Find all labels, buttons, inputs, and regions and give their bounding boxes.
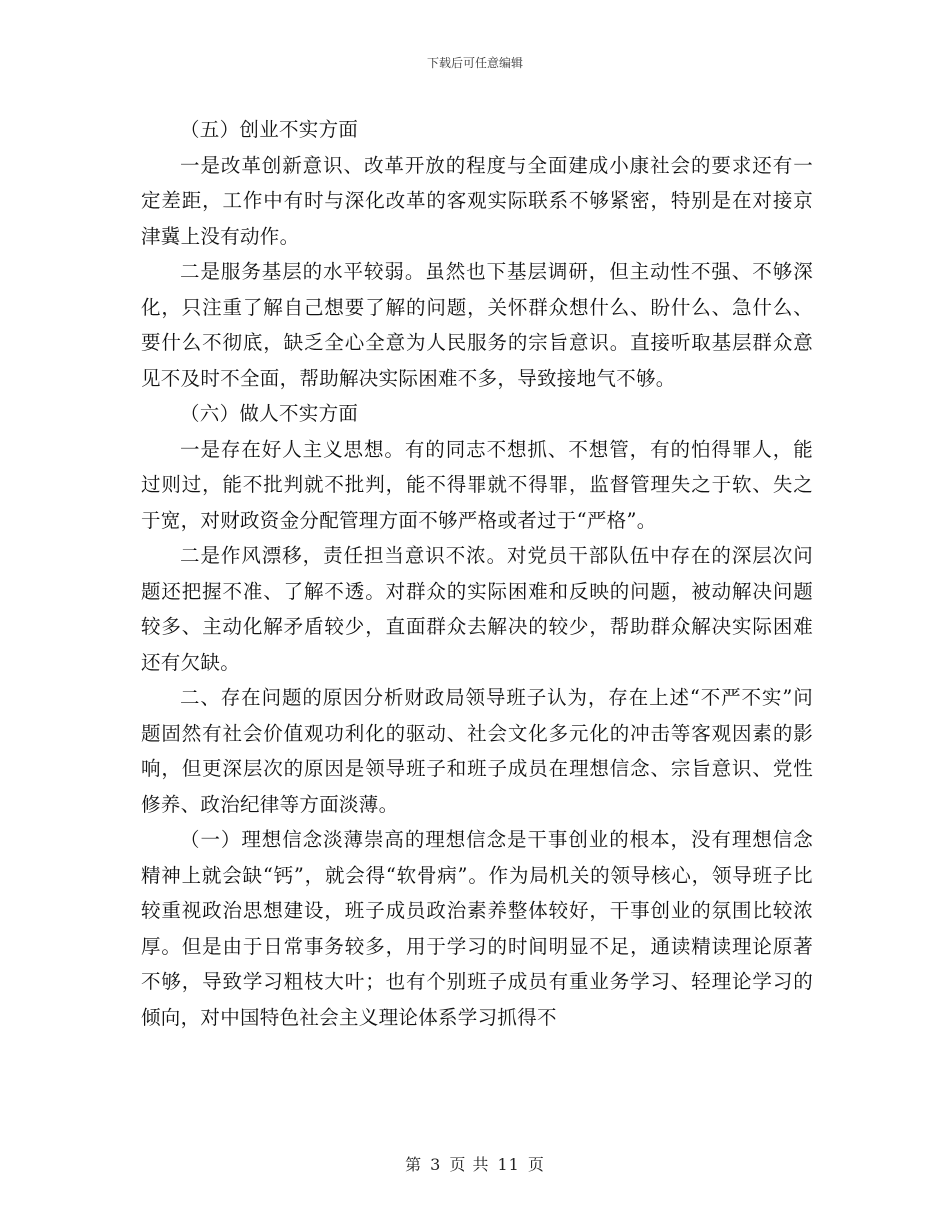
paragraph: 一是存在好人主义思想。有的同志不想抓、不想管，有的怕得罪人，能过则过，能不批判就不批判，能不得罪就不得罪，监督管理失之于软、失之于宽，对财政资金分配管理方面不够严格或者过于“严格”。 bbox=[141, 437, 813, 532]
footer-prefix: 第 bbox=[405, 1155, 423, 1174]
paragraph: 一是改革创新意识、改革开放的程度与全面建成小康社会的要求还有一定差距，工作中有时与深化改革的客观实际联系不够紧密，特别是在对接京津冀上没有动作。 bbox=[141, 153, 813, 248]
footer-middle: 页 共 bbox=[449, 1155, 490, 1174]
page-number: 3 bbox=[430, 1155, 442, 1174]
page-total: 11 bbox=[497, 1155, 520, 1174]
paragraph: 二是服务基层的水平较弱。虽然也下基层调研，但主动性不强、不够深化，只注重了解自己想要了解的问题，关怀群众想什么、盼什么、急什么、要什么不彻底，缺乏全心全意为人民服务的宗旨意识。直接听取基层群众意见不及时不全面，帮助解决实际困难不多，导致接地气不够。 bbox=[141, 260, 813, 390]
section-heading-5: （五）创业不实方面 bbox=[180, 118, 359, 141]
document-body bbox=[141, 112, 813, 1035]
footer-suffix: 页 bbox=[527, 1155, 545, 1174]
paragraph: 二是作风漂移，责任担当意识不浓。对党员干部队伍中存在的深层次问题还把握不准、了解不透。对群众的实际困难和反映的问题，被动解决问题较多、主动化解矛盾较少，直面群众去解决的较少，帮助群众解决实际困难还有欠缺。 bbox=[141, 544, 813, 674]
page-footer bbox=[0, 1155, 950, 1175]
paragraph: 二、存在问题的原因分析财政局领导班子认为，存在上述“不严不实”问题固然有社会价值观功利化的驱动、社会文化多元化的冲击等客观因素的影响，但更深层次的原因是领导班子和班子成员在理想信念、宗旨意识、党性修养、政治纪律等方面淡薄。 bbox=[141, 686, 813, 816]
paragraph: （一）理想信念淡薄崇高的理想信念是干事创业的根本，没有理想信念精神上就会缺“钙”，就会得“软骨病”。作为局机关的领导核心，领导班子比较重视政治思想建设，班子成员政治素养整体较好，干事创业的氛围比较浓厚。但是由于日常事务较多，用于学习的时间明显不足，通读精读理论原著不够，导致学习粗枝大叶；也有个别班子成员有重业务学习、轻理论学习的倾向，对中国特色社会主义理论体系学习抓得不 bbox=[141, 828, 813, 1029]
section-heading-6: （六）做人不实方面 bbox=[180, 402, 359, 425]
page-header: 下载后可任意编辑 bbox=[426, 56, 523, 70]
